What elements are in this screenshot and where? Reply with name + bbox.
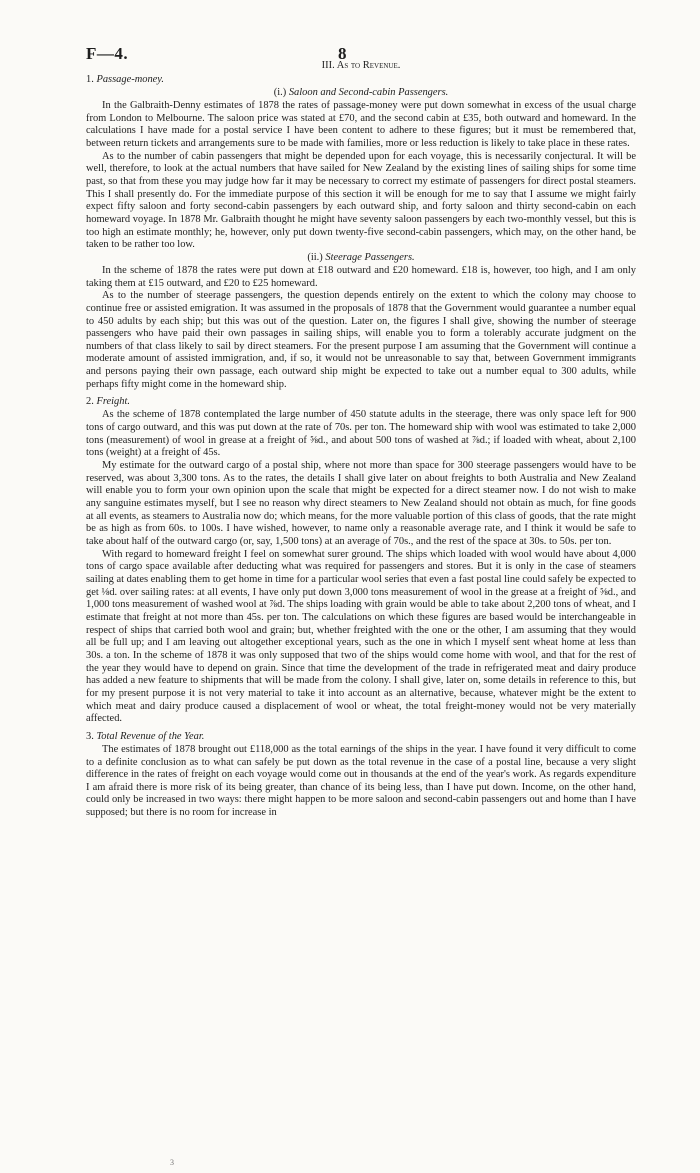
- subsection-title: Freight.: [96, 396, 130, 408]
- subsection-heading-freight: [86, 396, 636, 409]
- paragraph: The estimates of 1878 brought out £118,000 as the total earnings of the ships in the year. I have found it very difficult to come to a definite conclusion as to what can safely be put down as the total revenue in the case of a postal line, because a very slight difference in the rates of freight on each voyage would come out in thousands at the end of the year's work. As regards expenditure I am afraid there is more risk of its being greater, than chance of its being less, than I have put down. Income, on the other hand, could only be increased in two ways: there might happen to be more saloon and second-cabin passengers out and home than I have supposed; but there is no room for increase in: [86, 743, 636, 819]
- heading-steerage-passengers: [86, 252, 636, 265]
- section-title: III. As to Revenue.: [321, 60, 401, 71]
- paragraph: As to the number of steerage passengers, the question depends entirely on the extent to which the colony may choose to continue free or assisted emigration. It was assumed in the proposals of 1878 that the Government would guarantee a number equal to 450 adults by each ship; but this was out of the question. Later on, the figures I shall give, showing the number of steerage passengers who have paid their own passages in sailing ships, will enable you to form a tolerably accurate judgment on the numbers of that class likely to sail by direct steamers. For the present purpose I am assuming that the Government will continue a moderate amount of assisted immigration, and, if so, it would not be unreasonable to say that, between Government immigrants and persons paying their own passage, each outward ship might be expected to take out a number equal to 300 adults, while perhaps fifty might come in the homeward ship.: [86, 290, 636, 390]
- heading-saloon-passengers: [86, 87, 636, 100]
- footer-mark: 3: [170, 1158, 174, 1167]
- paragraph: My estimate for the outward cargo of a postal ship, where not more than space for 300 steerage passengers would have to be reserved, was about 3,300 tons. As to the rates, the details I shall give later on about freights to both Australia and New Zealand will enable you to form your own opinion upon the scale that might be expected for a direct steamer now. I do not wish to make any sanguine estimates myself, but I see no reason why direct steamers to New Zealand should not obtain as much, for fine goods at all events, as steamers to Australia now do; which means, for the more valuable portion of this class of goods, that the rate might be as high as from 60s. to 100s. I have wished, however, to name only a reasonable average rate, and I think it would be safe to take about half of the outward cargo (or, say, 1,500 tons) at an average of 70s., and the rest of the space at 30s. to 50s. per ton.: [86, 460, 636, 547]
- paragraph: With regard to homeward freight I feel on somewhat surer ground. The ships which loaded with wool would have about 4,000 tons of cargo space available after deducting what was required for passengers and stores. But it is only in the case of steamers sailing at dates enabling them to get home in time for a particular wool series that even a fast postal line could safely be expected to get ⅛d. over sailing rates: at all events, I have only put down 3,000 tons measurement of wool in the grease at a freight of ⅝d., and 1,000 tons measurement of washed wool at ⅞d. The ships loading with grain would be able to take about 2,200 tons of wheat, and I estimate that freight at not more than 45s. per ton. The calculations on which these figures are based would be interchangeable in respect of ships that carried both wool and grain; but, whether freighted with the one or the other, I am assuming that they would all be full up; and I am leaving out altogether exceptional years, such as the one in which I myself sent wheat home at less than 30s. a ton. In the scheme of 1878 it was only supposed that two of the ships would come home with wool, and that for the rest of the year they would have to depend on grain. Since that time the development of the trade in refrigerated meat and dairy produce has added a new feature to shipments that will be made from the colony. I shall give, later on, some details in reference to this, but for my present purpose it is not very material to take it into account as an alternative, because, whatever might be the extent to which meat and dairy produce caused a displacement of wool or wheat, the total freight-money would not be very materially affected.: [86, 548, 636, 725]
- subsection-number: 1.: [86, 74, 94, 85]
- paragraph: As the scheme of 1878 contemplated the large number of 450 statute adults in the steerage, there was only space left for 900 tons of cargo outward, and this was put down at the rate of 70s. per ton. The homeward ship with wool was estimated to take 2,000 tons (measurement) of wool in grease at a freight of ⅝d., and about 500 tons of washed at ⅞d.; if loaded with wheat, about 2,100 tons (weight) at a freight of 45s.: [86, 409, 636, 459]
- page-reference: F—4.: [86, 44, 129, 63]
- paragraph: As to the number of cabin passengers that might be depended upon for each voyage, this is necessarily conjectural. It will be well, therefore, to look at the actual numbers that have sailed for New Zealand by the existing lines of sailing ships for some time past, so that from these you may judge how far it may be necessary to correct my estimate of passengers for direct postal steamers. This I shall presently do. For the immediate purpose of this section it will be enough for me to say that I assume we might fairly expect fifty saloon and forty second-cabin passengers by each outward ship, and forty saloon and thirty second-cabin on each homeward voyage. In 1878 Mr. Galbraith thought he might have seventy saloon passengers by each two-monthly vessel, but this is too high an estimate monthly; he, however, only put down twenty-five second-cabin passengers, which may, on the other hand, be taken to be rather too low.: [86, 150, 636, 251]
- subsection-heading-total-revenue: [86, 731, 636, 744]
- subsection-number: 2.: [86, 396, 94, 408]
- subsection-title: Passage-money.: [96, 74, 164, 85]
- heading-title: Saloon and Second-cabin Passengers.: [288, 87, 449, 98]
- paragraph: In the scheme of 1878 the rates were put down at £18 outward and £20 homeward. £18 is, however, too high, and I am only taking them at £15 outward, and £20 to £25 homeward.: [86, 264, 636, 289]
- page-number: 8: [338, 44, 347, 63]
- subsection-heading-passage-money: [86, 74, 636, 87]
- subsection-number: 3.: [86, 730, 94, 742]
- heading-numeral: (i.): [273, 87, 287, 98]
- subsection-title: Total Revenue of the Year.: [96, 730, 205, 742]
- paragraph: In the Galbraith-Denny estimates of 1878 the rates of passage-money were put down somewhat in excess of the usual charge from London to Melbourne. The saloon price was stated at £70, and the second cabin at £35, both outward and homeward. In the calculations I have made for a postal service I have been content to adhere to these figures; but it must be remembered that, between return tickets and arrangements sure to be made with families, more or less reduction is likely to take place in these rates.: [86, 100, 636, 149]
- document-body: [86, 60, 636, 820]
- heading-numeral: (ii.): [307, 251, 323, 263]
- heading-title: Steerage Passengers.: [325, 251, 415, 263]
